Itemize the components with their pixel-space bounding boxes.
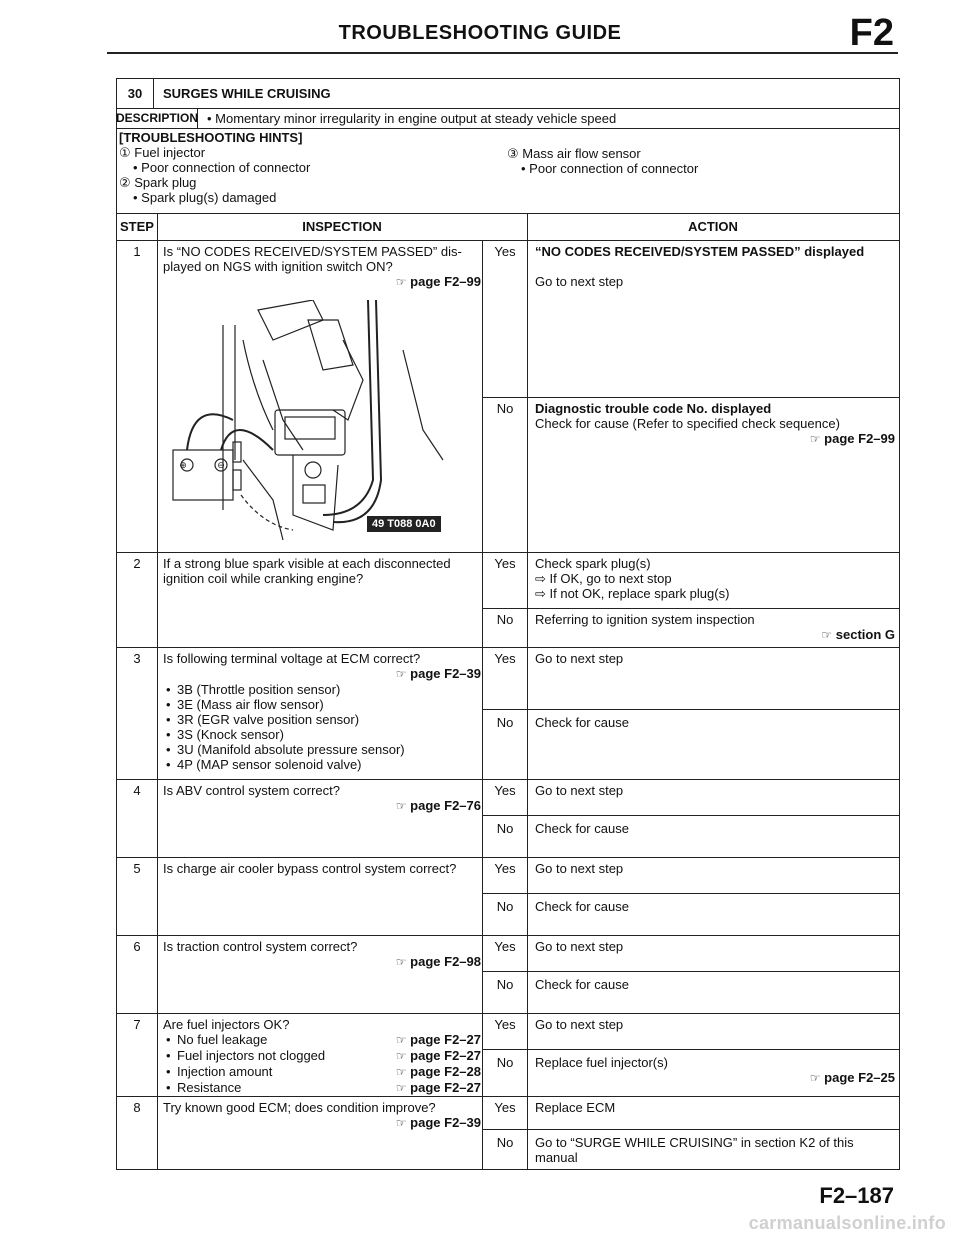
no-label: No	[496, 1055, 514, 1070]
step-2-question: If a strong blue spark visible at each disconnected ignition coil while cranking engine?	[163, 556, 451, 586]
description-row	[117, 108, 899, 129]
description-text: • Momentary minor irregularity in engine output at steady vehicle speed	[207, 111, 617, 126]
step-1-no-action: Check for cause (Refer to specified check sequence)	[535, 416, 840, 431]
step-1-yes-title: “NO CODES RECEIVED/SYSTEM PASSED” displayed	[535, 244, 865, 259]
yes-label: Yes	[494, 244, 516, 259]
step-7-no-action: Replace fuel injector(s)	[535, 1055, 668, 1070]
step-3	[117, 647, 899, 780]
svg-text:⊕: ⊕	[179, 461, 187, 471]
step-7-no-ref: ☞ page F2–25	[809, 1070, 895, 1085]
column-header	[117, 213, 899, 241]
yes-label: Yes	[494, 1017, 516, 1032]
step-2-yes-line-2: ⇨ If OK, go to next stop	[535, 571, 672, 586]
pointer-hand-icon: ☞	[395, 799, 407, 813]
step-5-no-action: Check for cause	[535, 899, 629, 914]
yes-label: Yes	[494, 861, 516, 876]
col-step: STEP	[120, 219, 154, 234]
step-1-no-title: Diagnostic trouble code No. displayed	[535, 401, 772, 416]
problem-number: 30	[117, 79, 154, 108]
step-4-question: Is ABV control system correct?	[163, 783, 341, 798]
step-number: 3	[133, 651, 141, 666]
step-6-yes-action: Go to next step	[535, 939, 624, 954]
list-item: • 3R (EGR valve position sensor)	[177, 712, 481, 727]
step-5	[117, 857, 899, 936]
hint-3-detail: • Poor connection of connector	[521, 161, 699, 176]
step-2	[117, 552, 899, 648]
list-item: • Resistance ☞ page F2–27	[177, 1080, 481, 1096]
list-item: • 3B (Throttle position sensor)	[177, 682, 481, 697]
troubleshooting-table	[116, 78, 900, 1170]
yes-label: Yes	[494, 783, 516, 798]
step-1-yes-action: Go to next step	[535, 274, 624, 289]
pointer-hand-icon: ☞	[395, 1081, 407, 1095]
pointer-hand-icon: ☞	[395, 955, 407, 969]
step-6-question: Is traction control system correct?	[163, 939, 358, 954]
pointer-hand-icon: ☞	[395, 1065, 407, 1079]
no-label: No	[496, 977, 514, 992]
step-1-question: Is “NO CODES RECEIVED/SYSTEM PASSED” dis-played on NGS with ignition switch ON?	[163, 244, 462, 274]
pointer-hand-icon: ☞	[809, 432, 821, 446]
step-4	[117, 779, 899, 858]
col-action: ACTION	[688, 219, 738, 234]
step-3-question: Is following terminal voltage at ECM correct?	[163, 651, 421, 666]
list-item: • Fuel injectors not clogged ☞ page F2–27	[177, 1048, 481, 1064]
pointer-hand-icon: ☞	[395, 275, 407, 289]
step-8-question: Try known good ECM; does condition improve?	[163, 1100, 436, 1115]
step-7	[117, 1013, 899, 1097]
step-1-ref: ☞ page F2–99	[395, 274, 481, 289]
list-item: • 4P (MAP sensor solenoid valve)	[177, 757, 481, 772]
no-label: No	[496, 899, 514, 914]
problem-row	[117, 79, 899, 109]
page-title: TROUBLESHOOTING GUIDE	[338, 22, 622, 44]
section-code: F2	[849, 12, 894, 54]
hints-block	[117, 128, 899, 214]
yes-label: Yes	[494, 556, 516, 571]
no-label: No	[496, 1135, 514, 1150]
step-1	[117, 240, 899, 553]
step-number: 5	[133, 861, 141, 876]
hint-3: ③ Mass air flow sensor	[507, 146, 641, 161]
list-item: • No fuel leakage ☞ page F2–27	[177, 1032, 481, 1048]
hint-3-detail-text: Poor connection of connector	[529, 161, 699, 176]
yes-label: Yes	[494, 1100, 516, 1115]
step-2-yes-line-1: Check spark plug(s)	[535, 556, 651, 571]
step-7-yes-action: Go to next step	[535, 1017, 624, 1032]
pointer-hand-icon: ☞	[821, 628, 833, 642]
step-4-ref: ☞ page F2–76	[395, 798, 481, 813]
pointer-hand-icon: ☞	[395, 1049, 407, 1063]
no-label: No	[496, 612, 514, 627]
pointer-hand-icon: ☞	[395, 667, 407, 681]
step-8-ref: ☞ page F2–39	[395, 1115, 481, 1130]
step-4-no-action: Check for cause	[535, 821, 629, 836]
step-8-no-action: Go to “SURGE WHILE CRUISING” in section K2 of this manual	[535, 1135, 854, 1165]
hint-1: ① Fuel injector	[119, 145, 206, 160]
hint-2-detail: • Spark plug(s) damaged	[133, 190, 277, 205]
step-1-no-ref: ☞ page F2–99	[809, 431, 895, 446]
step-number: 6	[133, 939, 141, 954]
step-7-question: Are fuel injectors OK?	[163, 1017, 290, 1032]
step-4-yes-action: Go to next step	[535, 783, 624, 798]
hint-2-detail-text: Spark plug(s) damaged	[141, 190, 277, 205]
yes-label: Yes	[494, 651, 516, 666]
svg-text:⊖: ⊖	[217, 461, 225, 471]
step-number: 1	[133, 244, 141, 259]
step-3-ref: ☞ page F2–39	[395, 666, 481, 681]
col-inspection: INSPECTION	[302, 219, 382, 234]
part-number-label: 49 T088 0A0	[367, 516, 441, 532]
problem-title: SURGES WHILE CRUISING	[163, 86, 331, 101]
page-number: F2–187	[819, 1183, 894, 1208]
list-item: • 3U (Manifold absolute pressure sensor)	[177, 742, 481, 757]
step-6-ref: ☞ page F2–98	[395, 954, 481, 969]
step-number: 4	[133, 783, 141, 798]
step-2-no-action: Referring to ignition system inspection	[535, 612, 755, 627]
list-item: • 3S (Knock sensor)	[177, 727, 481, 742]
no-label: No	[496, 401, 514, 416]
description-value: Momentary minor irregularity in engine output at steady vehicle speed	[215, 111, 617, 126]
pointer-hand-icon: ☞	[395, 1116, 407, 1130]
step-number: 7	[133, 1017, 141, 1032]
step-5-yes-action: Go to next step	[535, 861, 624, 876]
step-3-yes-action: Go to next step	[535, 651, 624, 666]
step-3-no-action: Check for cause	[535, 715, 629, 730]
step-6-no-action: Check for cause	[535, 977, 629, 992]
hint-2: ② Spark plug	[119, 175, 197, 190]
description-label: DESCRIPTION	[117, 108, 198, 128]
hint-1-detail-text: Poor connection of connector	[141, 160, 311, 175]
ngs-connection-illustration	[163, 300, 481, 550]
step-8	[117, 1096, 899, 1169]
watermark: carmanualsonline.info	[748, 1213, 946, 1233]
no-label: No	[496, 821, 514, 836]
list-item: • Injection amount ☞ page F2–28	[177, 1064, 481, 1080]
no-label: No	[496, 715, 514, 730]
pointer-hand-icon: ☞	[395, 1033, 407, 1047]
step-6	[117, 935, 899, 1014]
yes-label: Yes	[494, 939, 516, 954]
step-2-no-ref: ☞ section G	[821, 627, 895, 642]
header-rule	[107, 52, 898, 54]
list-item: • 3E (Mass air flow sensor)	[177, 697, 481, 712]
hint-1-detail: • Poor connection of connector	[133, 160, 311, 175]
step-8-yes-action: Replace ECM	[535, 1100, 616, 1115]
step-5-question: Is charge air cooler bypass control system correct?	[163, 861, 457, 876]
pointer-hand-icon: ☞	[809, 1071, 821, 1085]
step-2-yes-line-3: ⇨ If not OK, replace spark plug(s)	[535, 586, 730, 601]
step-number: 8	[133, 1100, 141, 1115]
hints-title: [TROUBLESHOOTING HINTS]	[119, 130, 303, 145]
step-number: 2	[133, 556, 141, 571]
